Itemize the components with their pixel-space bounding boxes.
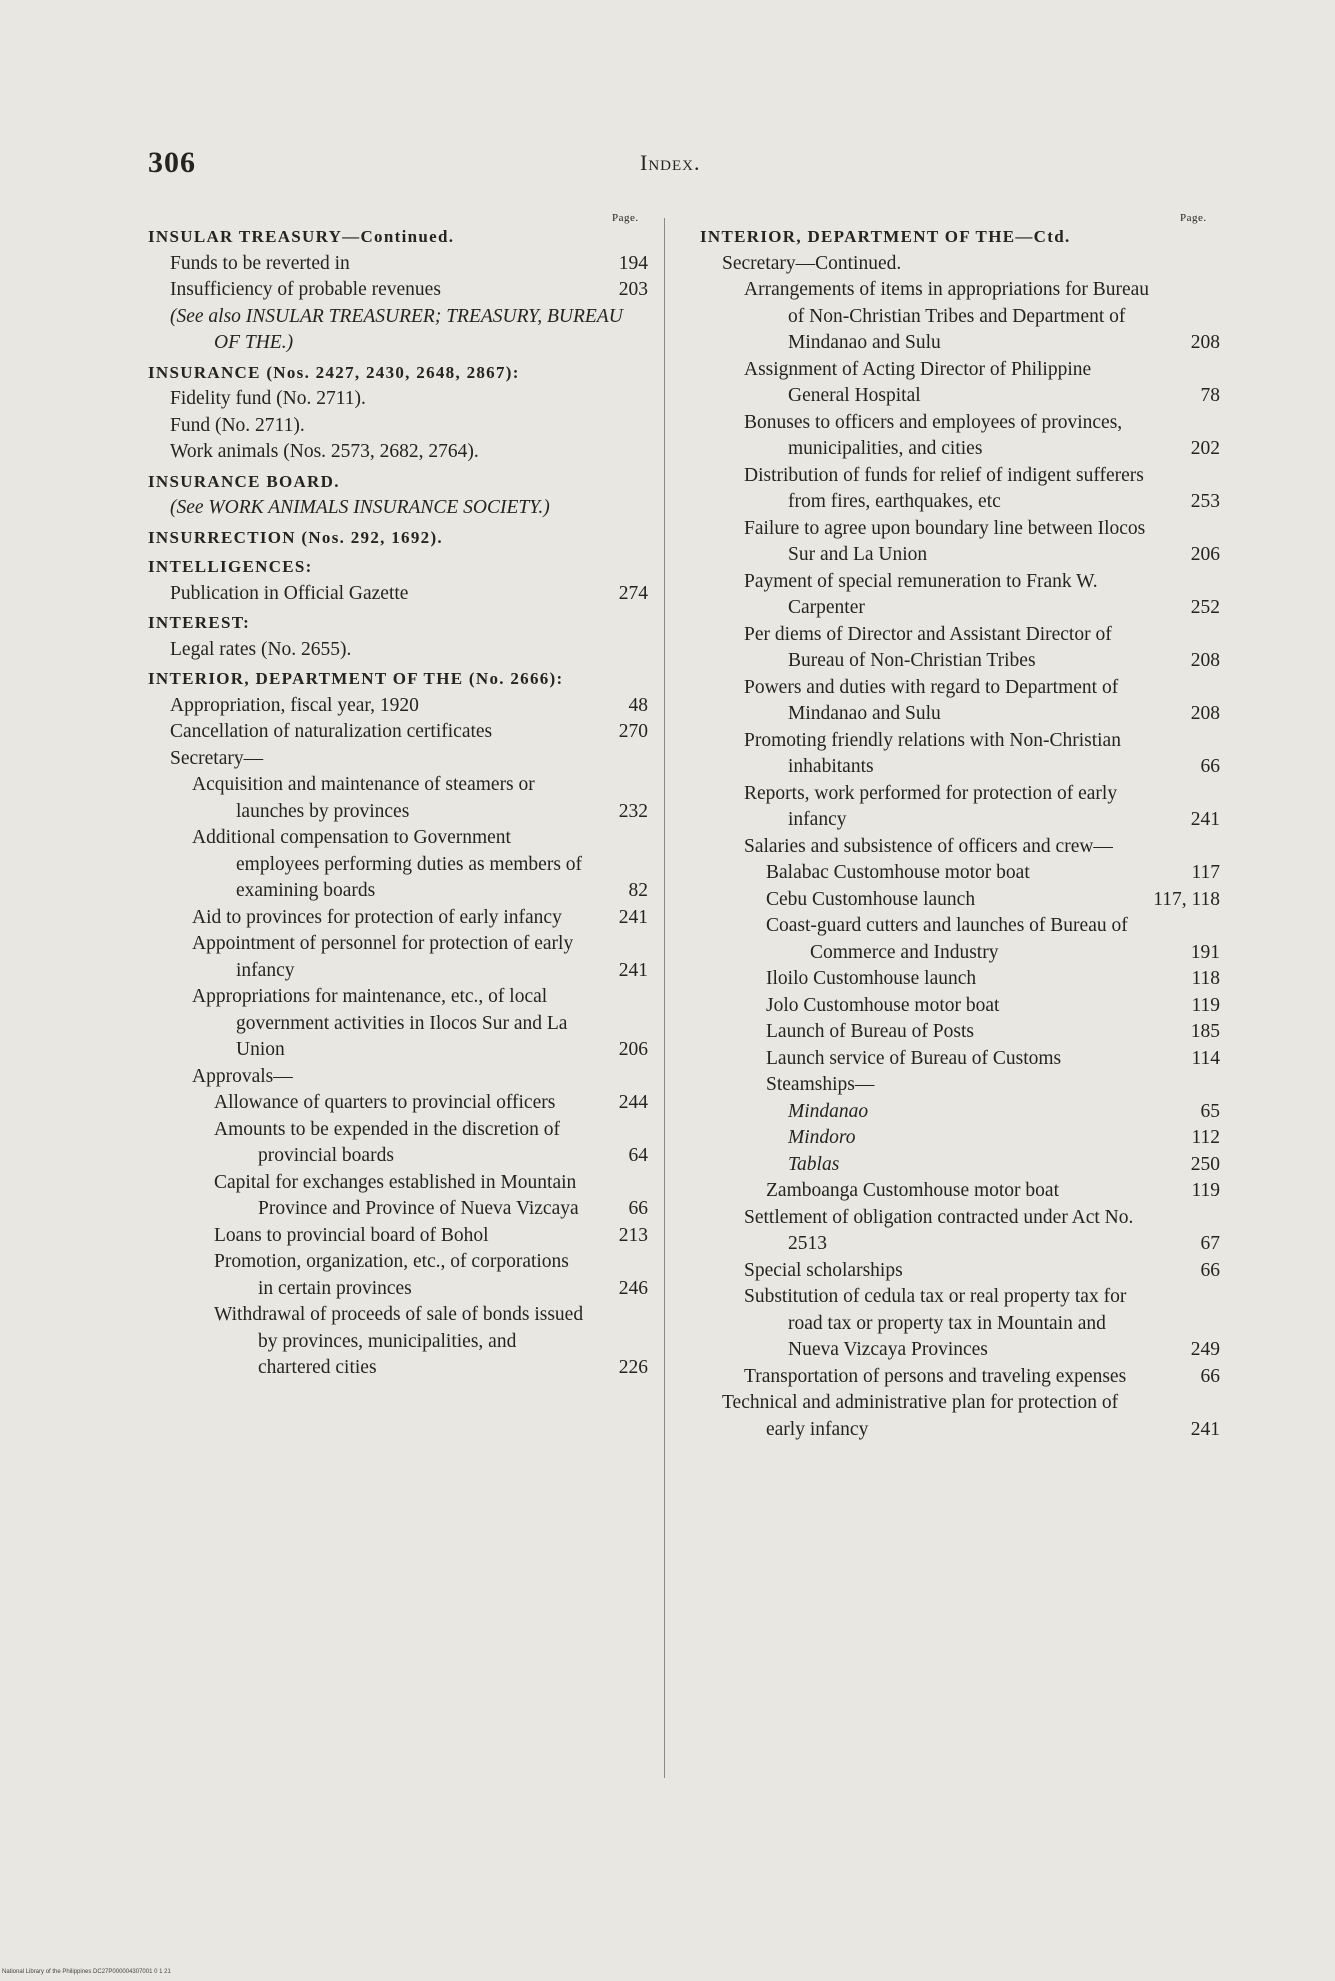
index-entry: [700, 1364, 1220, 1391]
index-entry: [148, 1170, 648, 1223]
index-entry: [148, 719, 648, 746]
index-entry-text: Promotion, organization, etc., of corporations in certain provinces: [214, 1251, 569, 1299]
index-entry-text: Acquisition and maintenance of steamers or launches by provinces: [192, 774, 535, 822]
index-entry-text: Appropriations for maintenance, etc., of local government activities in Ilocos Sur and La Union: [192, 986, 568, 1060]
index-entry-text: Coast-guard cutters and launches of Bureau of Commerce and Industry: [766, 915, 1128, 963]
index-entry: [148, 525, 648, 552]
index-entry-page: 203: [618, 279, 648, 300]
index-entry: [700, 1019, 1220, 1046]
index-entry: [700, 1072, 1220, 1099]
index-entry-page: 194: [618, 252, 648, 274]
index-entry: [700, 675, 1220, 728]
index-entry-page: 241: [1190, 1418, 1220, 1440]
index-entry: [148, 931, 648, 984]
index-entry-text: Secretary—Continued.: [722, 252, 902, 274]
index-entry: [700, 251, 1220, 278]
index-entry-page: 66: [1200, 756, 1220, 777]
index-entry-text: Amounts to be expended in the discretion of provincial boards: [214, 1118, 561, 1166]
footer-credit: National Library of the Philippines DC27P000004307001 0 1 21: [2, 1969, 171, 1975]
index-entry-text: Settlement of obligation contracted under Act No. 2513: [744, 1206, 1134, 1254]
index-entry-text: Mindoro: [788, 1127, 856, 1148]
index-entry: [700, 966, 1220, 993]
index-entry-page: 252: [1190, 597, 1220, 618]
index-entry: [700, 1258, 1220, 1285]
index-entry-text: Secretary—: [170, 747, 264, 769]
index-entry-page: 66: [1200, 1365, 1220, 1387]
index-entry-text: Bonuses to officers and employees of provinces, municipalities, and cities: [744, 411, 1123, 459]
index-entry-text: Fidelity fund (No. 2711).: [170, 388, 366, 409]
index-entry: [148, 469, 648, 496]
index-entry: [700, 728, 1220, 781]
index-entry-page: 232: [618, 800, 648, 822]
index-entry: [700, 993, 1220, 1020]
index-entry: [700, 357, 1220, 410]
page-column-label-right: Page.: [1180, 212, 1207, 224]
index-entry-text: Special scholarships: [744, 1259, 903, 1281]
index-entry-text: (See WORK ANIMALS INSURANCE SOCIETY.): [170, 497, 550, 518]
index-entry-text: Reports, work performed for protection of early infancy: [744, 782, 1118, 830]
index-entry: [148, 825, 648, 905]
index-entry: [700, 781, 1220, 834]
index-entry-text: Launch of Bureau of Posts: [766, 1021, 974, 1042]
index-entry-page: 253: [1190, 491, 1220, 512]
index-entry-text: INSURANCE (Nos. 2427, 2430, 2648, 2867):: [148, 362, 520, 382]
index-entry-text: Approvals—: [192, 1065, 293, 1087]
index-entry-text: Iloilo Customhouse launch: [766, 968, 977, 989]
index-entry-page: 117, 118: [1153, 888, 1220, 910]
index-entry: [148, 637, 648, 664]
index-entry-text: Balabac Customhouse motor boat: [766, 862, 1030, 883]
index-entry-text: Fund (No. 2711).: [170, 414, 305, 436]
index-entry-text: Launch service of Bureau of Customs: [766, 1047, 1062, 1069]
index-entry-page: 250: [1190, 1153, 1220, 1175]
index-entry-page: 206: [1190, 544, 1220, 565]
index-column-left: [148, 224, 648, 1382]
index-entry: [700, 463, 1220, 516]
index-entry-page: 206: [618, 1039, 648, 1060]
index-entry-page: 249: [1190, 1339, 1220, 1360]
index-entry-text: INSULAR TREASURY—Continued.: [148, 227, 455, 246]
index-entry: [148, 277, 648, 304]
index-entry-text: Payment of special remuneration to Frank W. Carpenter: [744, 570, 1098, 618]
index-entry-text: Publication in Official Gazette: [170, 582, 409, 604]
index-entry: [148, 693, 648, 720]
index-entry: [148, 495, 648, 522]
index-entry: [148, 1223, 648, 1250]
index-entry: [700, 1390, 1220, 1443]
index-entry-page: 48: [628, 694, 648, 716]
page-number: 306: [148, 146, 196, 179]
index-entry: [148, 581, 648, 608]
index-entry-text: Capital for exchanges established in Mountain Province and Province of Nueva Vizcaya: [214, 1171, 579, 1219]
index-entry-text: INTERIOR, DEPARTMENT OF THE (No. 2666):: [148, 669, 564, 688]
index-entry: [148, 413, 648, 440]
index-entry-text: Allowance of quarters to provincial officers: [214, 1092, 556, 1113]
index-entry-text: Aid to provinces for protection of early infancy: [192, 906, 562, 928]
index-entry: [700, 1152, 1220, 1179]
index-entry-page: 208: [1190, 703, 1220, 724]
index-column-right: [700, 224, 1220, 1443]
index-entry: [148, 224, 648, 251]
index-entry-text: Legal rates (No. 2655).: [170, 638, 352, 660]
index-entry: [148, 386, 648, 413]
index-entry-text: Arrangements of items in appropriations for Bureau of Non-Christian Tribes and Department of Mindanao and Sulu: [744, 279, 1150, 353]
index-entry-text: Appointment of personnel for protection of early infancy: [192, 933, 574, 981]
index-entry-text: INTERIOR, DEPARTMENT OF THE—Ctd.: [700, 227, 1071, 246]
index-entry-text: Per diems of Director and Assistant Director of Bureau of Non-Christian Tribes: [744, 623, 1112, 671]
index-entry-text: Technical and administrative plan for protection of early infancy: [722, 1392, 1119, 1440]
index-entry-page: 241: [618, 959, 648, 981]
index-entry-text: INSURRECTION (Nos. 292, 1692).: [148, 527, 443, 547]
index-entry: [700, 1099, 1220, 1126]
index-entry-page: 66: [628, 1198, 648, 1219]
index-entry: [148, 666, 648, 693]
index-entry: [700, 224, 1220, 251]
index-entry: [700, 277, 1220, 357]
index-entry: [700, 516, 1220, 569]
index-entry-text: Powers and duties with regard to Department of Mindanao and Sulu: [744, 676, 1119, 724]
index-entry-page: 213: [618, 1224, 648, 1246]
index-entry-text: Transportation of persons and traveling expenses: [744, 1365, 1127, 1387]
index-entry-page: 82: [628, 880, 648, 901]
index-entry-text: INTEREST:: [148, 613, 251, 632]
index-entry: [700, 913, 1220, 966]
page-heading: Index.: [640, 150, 701, 175]
index-entry-page: 202: [1190, 438, 1220, 459]
index-entry-text: Loans to provincial board of Bohol: [214, 1224, 489, 1246]
index-entry: [148, 1090, 648, 1117]
index-entry: [700, 622, 1220, 675]
index-entry: [148, 610, 648, 637]
index-entry-text: Salaries and subsistence of officers and crew—: [744, 835, 1113, 857]
index-entry-page: 226: [618, 1357, 648, 1378]
index-entry: [148, 1302, 648, 1382]
index-entry-page: 114: [1191, 1047, 1220, 1069]
index-entry-page: 119: [1191, 994, 1220, 1016]
index-entry-page: 246: [618, 1277, 648, 1299]
index-entry-text: Distribution of funds for relief of indigent sufferers from fires, earthquakes, etc: [744, 464, 1144, 512]
index-entry: [148, 1064, 648, 1091]
index-entry-page: 112: [1191, 1127, 1220, 1148]
index-entry-text: INTELLIGENCES:: [148, 557, 313, 576]
index-entry-text: Assignment of Acting Director of Philippine General Hospital: [744, 358, 1092, 406]
index-entry-text: Additional compensation to Government employees performing duties as members of examining boards: [192, 827, 583, 901]
index-entry-page: 185: [1190, 1021, 1220, 1042]
index-entry-text: INSURANCE BOARD.: [148, 471, 340, 491]
index-entry: [700, 1046, 1220, 1073]
index-entry-text: Promoting friendly relations with Non-Christian inhabitants: [744, 729, 1121, 777]
index-entry-page: 119: [1191, 1180, 1220, 1201]
index-entry-text: Funds to be reverted in: [170, 252, 350, 274]
index-entry-text: Mindanao: [788, 1100, 869, 1122]
index-entry: [148, 439, 648, 466]
index-entry-page: 117: [1191, 862, 1220, 883]
page-column-label-left: Page.: [612, 212, 639, 224]
index-entry: [148, 772, 648, 825]
index-entry-text: Failure to agree upon boundary line between Ilocos Sur and La Union: [744, 517, 1146, 565]
index-entry: [700, 1125, 1220, 1152]
index-entry-page: 241: [618, 906, 648, 928]
index-entry-page: 244: [618, 1092, 648, 1113]
index-entry-page: 274: [618, 582, 648, 604]
index-entry-text: Withdrawal of proceeds of sale of bonds issued by provinces, municipalities, and chartered cities: [214, 1304, 584, 1378]
index-entry: [700, 860, 1220, 887]
column-divider: [664, 218, 665, 1778]
index-entry-page: 191: [1190, 941, 1220, 963]
index-entry: [700, 569, 1220, 622]
index-entry-text: Jolo Customhouse motor boat: [766, 994, 1000, 1016]
index-entry: [148, 905, 648, 932]
index-entry-text: Insufficiency of probable revenues: [170, 279, 441, 300]
index-entry-page: 270: [618, 721, 648, 742]
index-entry-page: 208: [1190, 332, 1220, 353]
index-entry: [700, 1284, 1220, 1364]
index-entry: [148, 1249, 648, 1302]
index-entry: [148, 304, 648, 357]
index-entry: [148, 984, 648, 1064]
index-entry-page: 78: [1200, 385, 1220, 406]
index-entry: [700, 1205, 1220, 1258]
index-entry: [148, 1117, 648, 1170]
index-entry-text: Appropriation, fiscal year, 1920: [170, 694, 419, 716]
index-entry: [148, 251, 648, 278]
index-entry: [700, 887, 1220, 914]
index-entry: [148, 746, 648, 773]
index-entry-page: 65: [1200, 1100, 1220, 1122]
index-entry: [700, 1178, 1220, 1205]
index-entry-text: Substitution of cedula tax or real property tax for road tax or property tax in Mountain and Nueva Vizcaya Provinces: [744, 1286, 1127, 1360]
index-entry-text: (See also INSULAR TREASURER; TREASURY, BUREAU OF THE.): [170, 305, 623, 353]
index-entry-page: 241: [1190, 809, 1220, 830]
index-entry-text: Zamboanga Customhouse motor boat: [766, 1180, 1059, 1201]
index-entry-page: 118: [1191, 968, 1220, 989]
index-entry: [700, 410, 1220, 463]
index-entry-text: Steamships—: [766, 1074, 875, 1095]
index-entry-page: 64: [628, 1145, 648, 1166]
index-entry-text: Work animals (Nos. 2573, 2682, 2764).: [170, 441, 479, 462]
index-entry-page: 208: [1190, 650, 1220, 671]
index-entry: [148, 360, 648, 387]
index-entry-page: 66: [1200, 1259, 1220, 1281]
index-entry-page: 67: [1200, 1233, 1220, 1254]
index-entry: [700, 834, 1220, 861]
index-entry-text: Tablas: [788, 1153, 840, 1175]
index-entry-text: Cancellation of naturalization certificates: [170, 721, 493, 742]
index-entry: [148, 554, 648, 581]
index-entry-text: Cebu Customhouse launch: [766, 888, 976, 910]
